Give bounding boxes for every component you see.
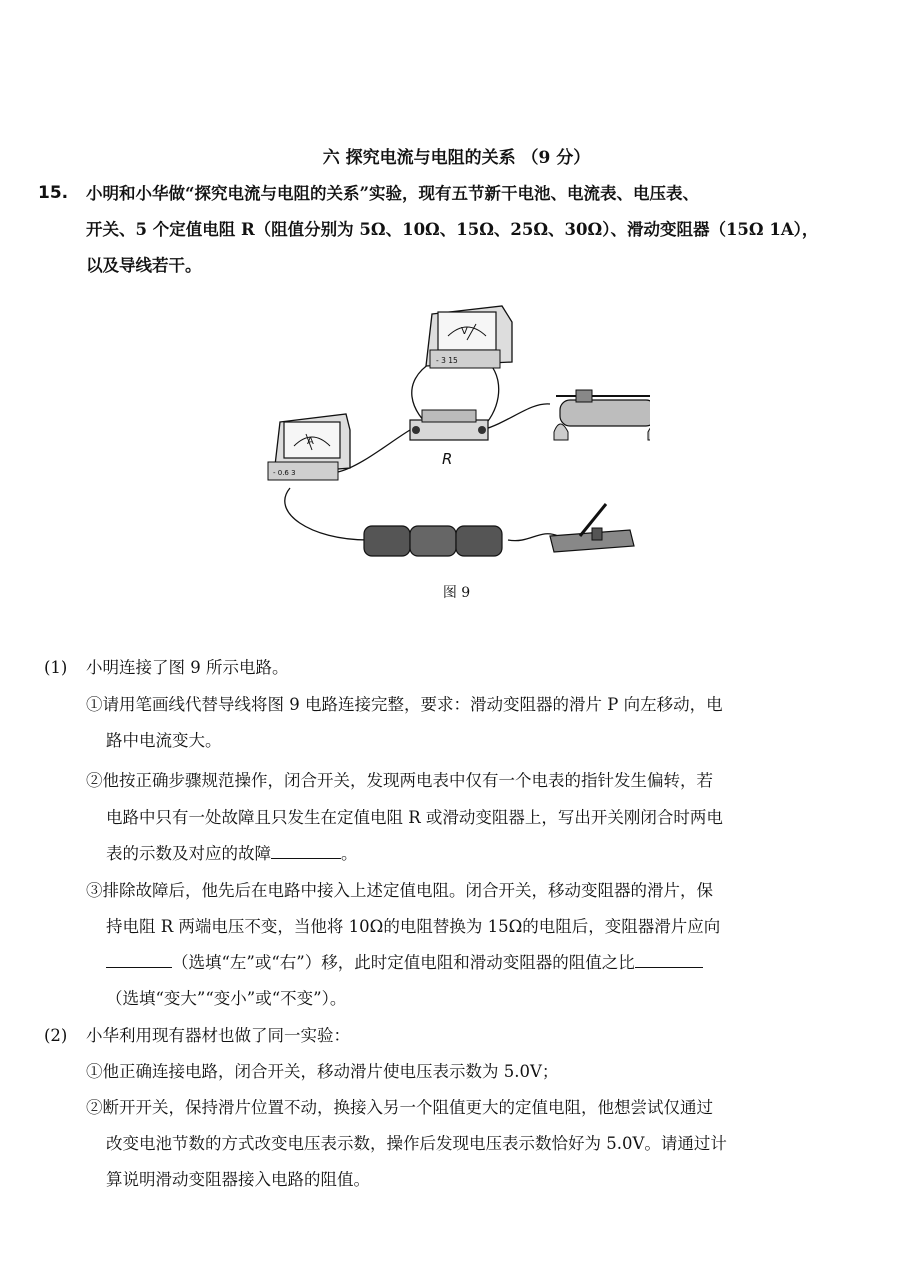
answer-blank-ratio[interactable] (635, 953, 703, 968)
part1-q2-line1: ②他按正确步骤规范操作，闭合开关，发现两电表中仅有一个电表的指针发生偏转，若 (86, 771, 713, 790)
part2-q1: ①他正确连接电路，闭合开关，移动滑片使电压表示数为 5.0V； (86, 1062, 559, 1081)
rheostat (554, 390, 650, 440)
circuit-figure (250, 292, 650, 564)
answer-blank-fault[interactable] (271, 844, 341, 859)
part1-intro: 小明连接了图 9 所示电路。 (86, 658, 289, 677)
intro-line-3: 以及导线若干。 (86, 256, 202, 275)
part1-q3-line1: ③排除故障后，他先后在电路中接入上述定值电阻。闭合开关，移动变阻器的滑片，保 (86, 881, 713, 900)
voltmeter-terminals: - 3 15 (436, 356, 458, 365)
part1-label: (1) (44, 658, 68, 677)
batteries (364, 526, 502, 556)
part2-q2-line3: 算说明滑动变阻器接入电路的阻值。 (106, 1170, 370, 1189)
wire-ammeter-battery (285, 488, 368, 540)
figure-caption: 图 9 (442, 585, 471, 601)
intro-line-1: 小明和小华做“探究电流与电阻的关系”实验，现有五节新干电池、电流表、电压表、 (86, 184, 699, 203)
part1-q2-line3-end: 。 (341, 844, 358, 863)
part2-q2-line2: 改变电池节数的方式改变电压表示数，操作后发现电压表示数恰好为 5.0V。请通过计 (106, 1134, 727, 1153)
intro-line-2: 开关、5 个定值电阻 R（阻值分别为 5Ω、10Ω、15Ω、25Ω、30Ω）、滑动变阻器（15Ω 1A）， (86, 220, 819, 239)
part1-q2-line2: 电路中只有一处故障且只发生在定值电阻 R 或滑动变阻器上，写出开关刚闭合时两电 (106, 808, 723, 827)
switch (550, 504, 634, 552)
part1-q2-line3-text: 表的示数及对应的故障 (106, 844, 271, 863)
fixed-resistor (410, 410, 488, 468)
part2-q2-line1: ②断开开关，保持滑片位置不动，换接入另一个阻值更大的定值电阻，他想尝试仅通过 (86, 1098, 713, 1117)
part1-q3-line2: 持电阻 R 两端电压不变，当他将 10Ω的电阻替换为 15Ω的电阻后，变阻器滑片应向 (106, 917, 721, 936)
part1-q3-line4: （选填“变大”“变小”或“不变”）。 (106, 989, 347, 1008)
question-number: 15. (38, 183, 69, 203)
part1-q1-line1: ①请用笔画线代替导线将图 9 电路连接完整，要求：滑动变阻器的滑片 P 向左移动，电 (86, 695, 723, 714)
ammeter (268, 414, 350, 480)
part1-q3-line3 (106, 952, 703, 974)
part1-q2-line3 (106, 843, 358, 865)
ammeter-letter: A (307, 436, 314, 447)
part1-q3-line3-text: （选填“左”或“右”）移，此时定值电阻和滑动变阻器的阻值之比 (172, 953, 635, 972)
wire-resistor-rheostat (482, 404, 550, 430)
answer-blank-direction[interactable] (106, 953, 172, 968)
part2-intro: 小华利用现有器材也做了同一实验： (86, 1026, 350, 1045)
resistor-label: R (442, 450, 453, 468)
section-title: 六 探究电流与电阻的关系 （9 分） (322, 148, 591, 168)
ammeter-terminals: - 0.6 3 (273, 469, 296, 477)
voltmeter (426, 306, 512, 368)
voltmeter-letter: V (461, 326, 468, 337)
part2-label: (2) (44, 1026, 68, 1045)
part1-q1-line2: 路中电流变大。 (106, 731, 222, 750)
